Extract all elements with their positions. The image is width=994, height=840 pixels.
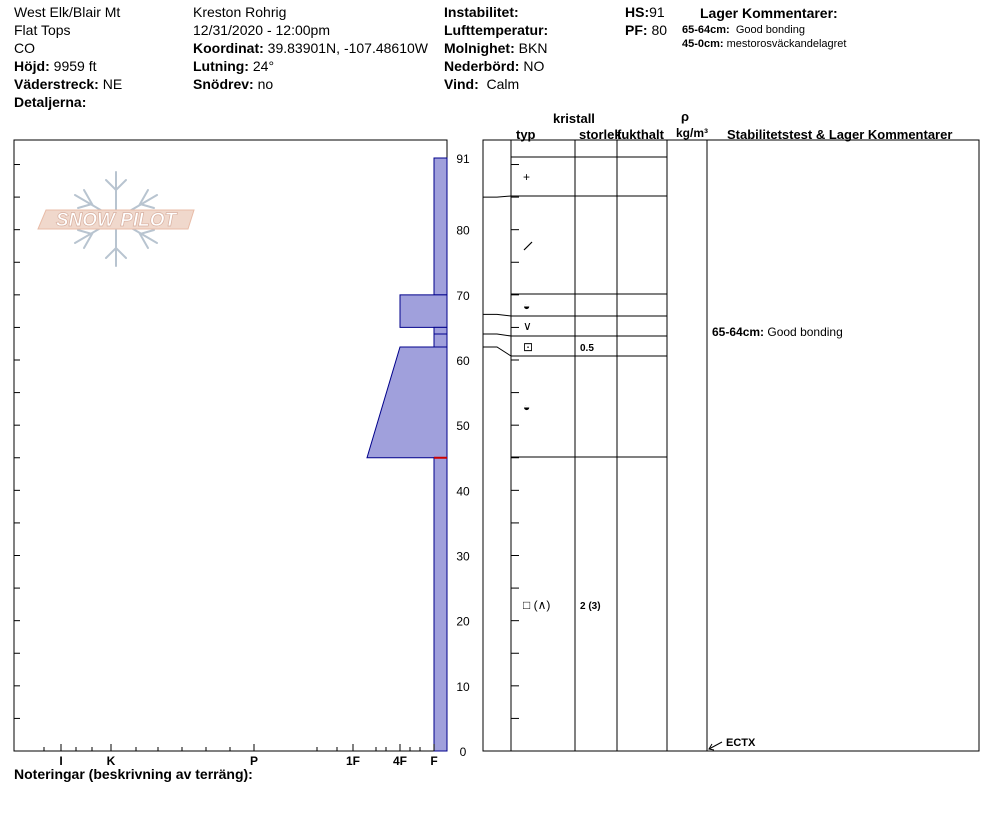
hardness-scale xyxy=(44,744,438,768)
layer-comment-text: mestorosväckandelagret xyxy=(726,38,847,50)
hardness-layer xyxy=(434,458,447,751)
type-column-header: typ xyxy=(516,127,536,142)
depth-label: 80 xyxy=(456,223,470,238)
aspect-label: Väderstreck: xyxy=(14,76,99,92)
elevation-value: 9959 ft xyxy=(53,58,97,74)
crystal-symbol: □ (∧) xyxy=(523,598,551,612)
coordinates-value: 39.83901N, -107.48610W xyxy=(267,40,428,56)
pf-value: 80 xyxy=(651,22,668,38)
pf-label: PF: xyxy=(625,22,648,38)
stability-column-header: Stabilitetstest & Lager Kommentarer xyxy=(727,127,953,142)
crystal-size: 2 (3) xyxy=(580,601,601,612)
depth-label: 40 xyxy=(456,484,470,499)
hardness-tick-label: 4F xyxy=(392,754,408,768)
stability-tests xyxy=(709,737,756,750)
hs-value: 91 xyxy=(649,4,665,20)
coordinates-label: Koordinat: xyxy=(193,40,264,56)
wind-value: Calm xyxy=(486,76,520,92)
depth-label: 50 xyxy=(456,419,470,434)
terrain-notes-label: Noteringar (beskrivning av terräng): xyxy=(14,766,253,782)
precip-label: Nederbörd: xyxy=(444,58,520,74)
hardness-tick-label: 1F xyxy=(345,754,361,768)
hardness-tick-label: I xyxy=(59,754,63,768)
depth-label: 60 xyxy=(456,354,470,369)
snowpilot-logo xyxy=(38,172,194,266)
crystal-symbol: ◒ xyxy=(523,299,531,313)
precip-value: NO xyxy=(523,58,545,74)
cloud-label: Molnighet: xyxy=(444,40,515,56)
crystal-column-header: kristall xyxy=(553,111,595,126)
cloud-value: BKN xyxy=(518,40,548,56)
crystal-size: 0.5 xyxy=(580,343,594,354)
crystal-symbol: ⊡ xyxy=(523,340,534,354)
depth-axis-labels xyxy=(456,152,470,759)
hardness-tick-label: F xyxy=(430,754,438,768)
table-comment xyxy=(712,325,843,339)
stability-test-result: ECTX xyxy=(726,737,756,749)
air-temp-label: Lufttemperatur: xyxy=(444,22,549,38)
location-name: West Elk/Blair Mt xyxy=(14,4,121,20)
slope-label: Lutning: xyxy=(193,58,249,74)
density-symbol: ρ xyxy=(681,109,690,124)
state-name: CO xyxy=(14,40,35,56)
depth-label: 70 xyxy=(456,288,470,303)
moisture-column-header: fukthalt xyxy=(617,127,664,142)
instability-label: Instabilitet: xyxy=(444,4,519,20)
depth-label: 10 xyxy=(456,679,470,694)
area-name: Flat Tops xyxy=(14,22,71,38)
crystal-symbol xyxy=(524,242,532,250)
depth-label: 91 xyxy=(456,152,470,166)
layer-comment-text: Good bonding xyxy=(735,24,805,36)
elevation-label: Höjd: xyxy=(14,58,50,74)
hardness-tick-label: P xyxy=(249,754,259,768)
depth-label: 20 xyxy=(456,614,470,629)
hardness-layer xyxy=(434,327,447,334)
crystal-symbol: ◒ xyxy=(523,400,531,414)
hardness-tick-label: K xyxy=(106,754,116,768)
hardness-layer xyxy=(400,295,447,328)
slope-value: 24° xyxy=(252,58,275,74)
density-unit: kg/m³ xyxy=(676,126,709,140)
left-depth-ticks xyxy=(14,165,20,751)
logo-text: SNOW PILOT xyxy=(55,210,177,231)
layer-comment-range: 65-64cm: xyxy=(682,24,730,36)
observation-datetime: 12/31/2020 - 12:00pm xyxy=(193,22,330,38)
table-comment-text: Good bonding xyxy=(767,325,843,339)
table-comment-range: 65-64cm: xyxy=(712,325,768,339)
depth-label: 0 xyxy=(459,745,467,759)
hardness-profile xyxy=(367,158,447,751)
details-label: Detaljerna: xyxy=(14,94,87,110)
crystal-symbol: ∨ xyxy=(523,319,532,333)
hardness-layer xyxy=(434,158,447,295)
size-column-header: storlek xyxy=(579,127,622,142)
crystal-symbols xyxy=(523,170,601,612)
drift-label: Snödrev: xyxy=(193,76,254,92)
observer-name: Kreston Rohrig xyxy=(193,4,287,20)
depth-label: 30 xyxy=(456,549,470,564)
layer-comments-title: Lager Kommentarer: xyxy=(700,5,838,21)
layer-comment-range: 45-0cm: xyxy=(682,38,724,50)
layer-table-columns xyxy=(511,140,707,751)
hardness-layer xyxy=(367,347,447,458)
layer-comments-column xyxy=(712,325,843,339)
hs-label: HS: xyxy=(625,4,650,20)
hardness-layer xyxy=(434,334,447,347)
crystal-symbol: + xyxy=(523,170,531,184)
right-depth-ticks xyxy=(511,165,519,751)
aspect-value: NE xyxy=(102,76,123,92)
wind-label: Vind: xyxy=(444,76,479,92)
drift-value: no xyxy=(257,76,274,92)
layer-table-frame xyxy=(483,140,979,751)
